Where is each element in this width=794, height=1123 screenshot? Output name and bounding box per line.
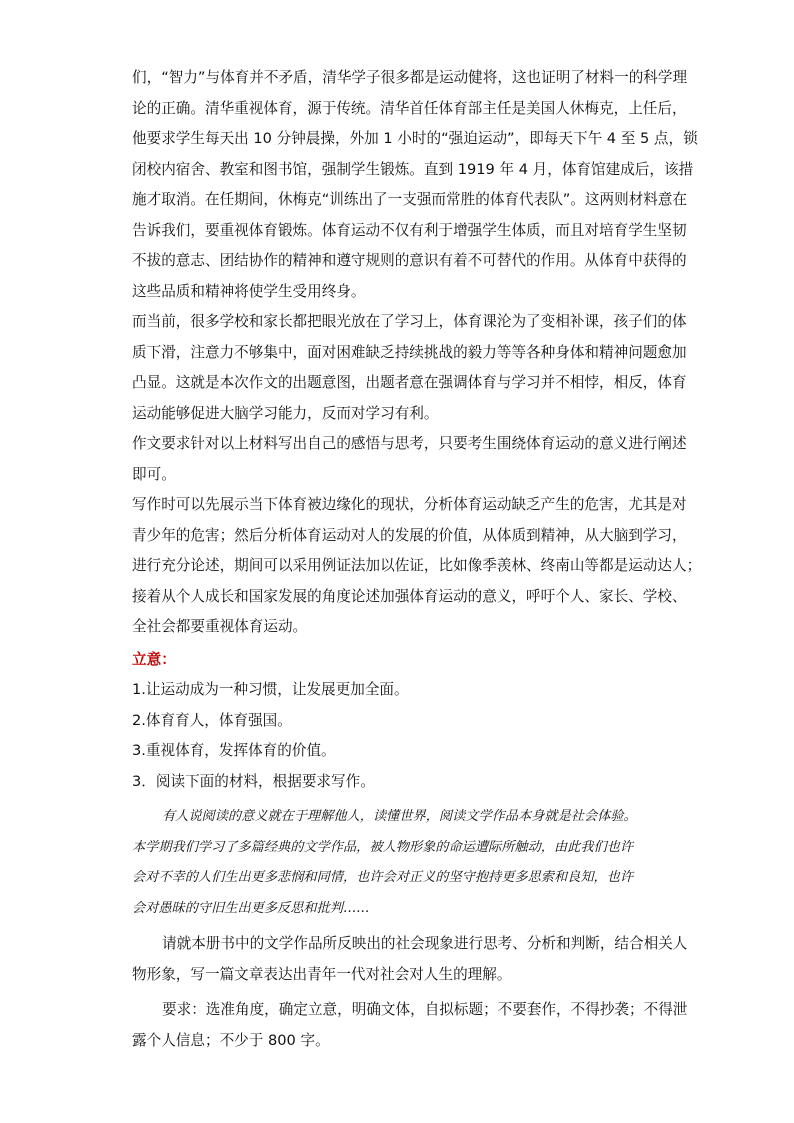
analysis-paragraph-2 [132,307,687,429]
material-line: 有人说阅读的意义就在于理解他人，读懂世界，阅读文学作品本身就是社会体验。 [162,809,637,824]
question-3-title: 3．阅读下面的材料，根据要求写作。 [132,772,375,790]
material-line: 本学期我们学习了多篇经典的文学作品，被人物形象的命运遭际所触动，由此我们也许 [132,839,634,855]
material-line: 会对不幸的人们生出更多悲悯和同情，也许会对正义的坚守抱持更多思索和良知，也许 [132,870,634,885]
text-line: 不拔的意志、团结协作的精神和遵守规则的意识有着不可替代的作用。从体育中获得的 [132,252,687,269]
analysis-paragraph-1 [132,63,698,307]
text-line: 论的正确。清华重视体育，源于传统。清华首任体育部主任是美国人休梅克，上任后， [132,99,687,117]
text-line: 写作时可以先展示当下体育被边缘化的现状，分析体育运动缺乏产生的危害，尤其是对 [132,496,687,513]
lizi-heading: 立意： [132,650,176,668]
text-line: 即可。 [132,465,176,483]
analysis-paragraph-3 [132,429,687,490]
text-line: 闭校内宿舍、教室和图书馆，强制学生锻炼。直到 1919 年 4 月，体育馆建成后，该措 [132,160,694,178]
text-line: 这些品质和精神将使学生受用终身。 [132,282,366,300]
text-line: 而当前，很多学校和家长都把眼光放在了学习上，体育课沦为了变相补课，孩子们的体 [132,313,687,330]
text-line: 他要求学生每天出 10 分钟晨操，外加 1 小时的“强迫运动”，即每天下午 4 至 5 点，锁 [132,130,698,147]
text-line: 告诉我们，要重视体育锻炼。体育运动不仅有利于增强学生体质，而且对培育学生坚韧 [132,221,687,239]
text-line: 作文要求针对以上材料写出自己的感悟与思考，只要考生围绕体育运动的意义进行阐述 [132,435,687,452]
text-line: 施才取消。在任期间，休梅克“训练出了一支强而常胜的体育代表队”。这两则材料意在 [132,191,688,208]
text-line: 青少年的危害；然后分析体育运动对人的发展的价值，从体质到精神，从大脑到学习， [132,526,687,544]
text-line: 进行充分论述，期间可以采用例证法加以佐证，比如像季羡林、终南山等都是运动达人； [132,557,702,574]
prompt-line: 物形象，写一篇文章表达出青年一代对社会对人生的理解。 [132,965,512,983]
text-line: 接着从个人成长和国家发展的角度论述加强体育运动的意义，呼吁个人、家长、学校、 [132,587,687,605]
text-line: 们，“智力”与体育并不矛盾，清华学子很多都是运动健将，这也证明了材料一的科学理 [132,69,688,86]
requirement-line: 要求：选准角度，确定立意，明确文体，自拟标题；不要套作，不得抄袭；不得泄 [162,1001,688,1018]
requirement-line: 露个人信息；不少于 800 字。 [132,1031,330,1049]
prompt-line: 请就本册书中的文学作品所反映出的社会现象进行思考、分析和判断，结合相关人 [162,935,688,952]
lizi-item-2: 2.体育育人，体育强国。 [132,711,292,729]
question-3-prompt [132,929,688,990]
text-line: 运动能够促进大脑学习能力，反而对学习有利。 [132,404,439,422]
text-line: 全社会都要重视体育运动。 [132,618,308,635]
text-line: 凸显。这就是本次作文的出题意图，出题者意在强调体育与学习并不相悖，相反，体育 [132,374,687,391]
lizi-item-3: 3.重视体育，发挥体育的价值。 [132,742,336,759]
lizi-item-1: 1.让运动成为一种习惯，让发展更加全面。 [132,681,409,698]
material-line: 会对愚昧的守旧生出更多反思和批判…… [132,900,370,916]
text-line: 质下滑，注意力不够集中，面对困难缺乏持续挑战的毅力等等各种身体和精神问题愈加 [132,343,687,361]
document-content [132,63,702,1056]
question-3-requirements [132,995,688,1056]
question-3-material [132,802,660,924]
analysis-paragraph-4 [132,490,702,643]
